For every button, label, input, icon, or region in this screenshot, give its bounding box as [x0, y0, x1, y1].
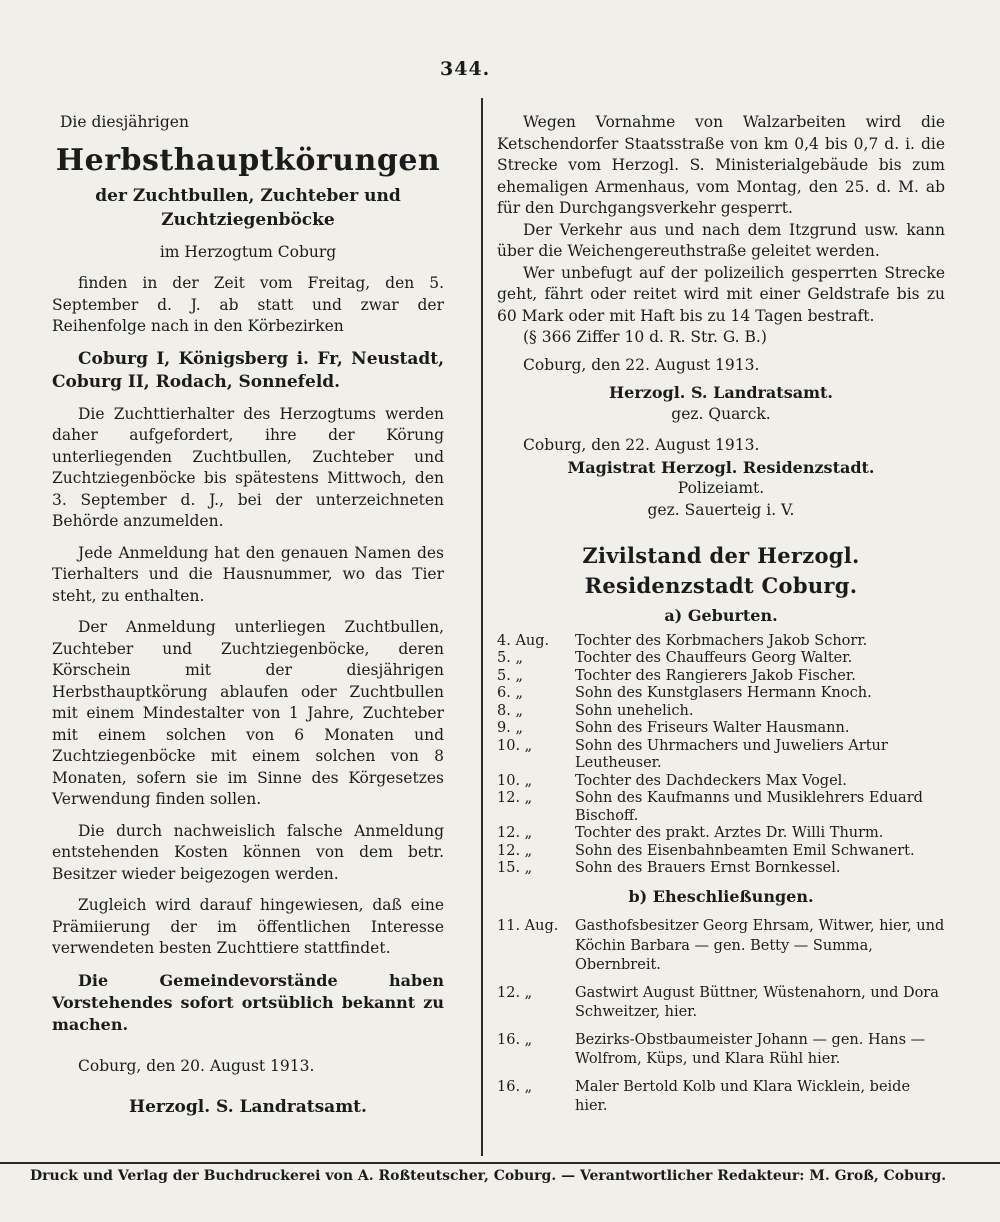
entry-text: Sohn des Friseurs Walter Hausmann.: [575, 720, 850, 736]
register-entry: [497, 650, 945, 668]
footer-rule: [0, 1162, 1000, 1164]
entry-text: Tochter des Korbmachers Jakob Schorr.: [575, 632, 868, 649]
entry-text: Bezirks-Obstbaumeister Johann — gen. Hans — Wolfrom, Küps, und Klara Rühl hier.: [575, 1031, 926, 1067]
entry-text: Gasthofsbesitzer Georg Ehrsam, Witwer, hier, und Köchin Barbara — gen. Betty — Summa, Obernbreit.: [575, 918, 945, 973]
marriages-list: [497, 917, 945, 1117]
road-notice-signature: Magistrat Herzogl. Residenzstadt.: [567, 457, 875, 477]
register-entry: [497, 825, 945, 843]
register-entry: [497, 773, 945, 791]
notice-headline: Herbsthauptkörungen: [55, 142, 441, 178]
entry-date: 16. „: [497, 1078, 533, 1095]
register-entry: [497, 633, 945, 651]
road-notice-signatory: gez. Sauerteig i. V.: [647, 500, 795, 519]
register-entry: [497, 703, 945, 721]
road-notice-paragraph: Wer unbefugt auf der polizeilich gesperrten Strecke geht, fährt oder reitet wird mit einer Geldstrafe bis zu 60 Mark oder mit Haft bis zu 14 Tagen bestraft.: [497, 263, 945, 325]
column-divider: [481, 98, 483, 1156]
notice-paragraph: Zugleich wird darauf hingewiesen, daß eine Prämiierung der im öffentlichen Interesse verwendeten besten Zuchttiere stattfindet.: [52, 896, 444, 957]
entry-date: 10. „: [497, 772, 533, 789]
register-entry: [497, 917, 945, 976]
entry-date: 16. „: [497, 1031, 533, 1048]
entry-text: Tochter des Dachdeckers Max Vogel.: [575, 772, 847, 789]
notice-paragraph: Die Zuchttierhalter des Herzogtums werden daher aufgefordert, ihre der Körung unterliegenden Zuchtbullen, Zuchteber und Zuchtziegenböcke bis spätestens Mittwoch, den 3. September d. J., bei der unterzeichneten Behörde anzumelden.: [52, 404, 444, 530]
entry-date: 9. „: [497, 720, 523, 736]
road-notice-date: Coburg, den 22. August 1913.: [523, 355, 760, 374]
notice-paragraph: Jede Anmeldung hat den genauen Namen des Tierhalters und die Hausnummer, wo das Tier steht, zu enthalten.: [52, 543, 444, 605]
register-entry: [497, 1031, 945, 1070]
register-entry: [497, 860, 945, 878]
marriages-heading: b) Eheschließungen.: [628, 886, 814, 906]
entry-text: Tochter des prakt. Arztes Dr. Willi Thurm.: [575, 825, 884, 841]
entry-date: 12. „: [497, 825, 533, 841]
entry-date: 5. „: [497, 667, 523, 684]
road-notice-legal-ref: (§ 366 Ziffer 10 d. R. Str. G. B.): [523, 328, 767, 346]
road-notice-date: Coburg, den 22. August 1913.: [523, 436, 760, 454]
road-notice-paragraph: Der Verkehr aus und nach dem Itzgrund usw. kann über die Weichengereuthstraße geleitet werden.: [497, 220, 945, 260]
notice-paragraph-bold: Die Gemeindevorstände haben Vorstehendes sofort ortsüblich bekannt zu machen.: [52, 970, 444, 1034]
road-notice-office: Polizeiamt.: [677, 479, 765, 497]
notice-paragraph: Der Anmeldung unterliegen Zuchtbullen, Zuchteber und Zuchtziegenböcke, deren Körschein mit der diesjährigen Herbsthauptkörung ablaufen oder Zuchtbullen mit einem Mindestalter von 1 Jahre, Zuchteber mit einem solchen von 6 Monaten und Zuchtziegenböcke mit einem solchen von 8 Monaten, sofern sie im Sinne des Körgesetzes Verwendung finden sollen.: [52, 618, 444, 808]
register-entry: [497, 668, 945, 686]
entry-text: Tochter des Chauffeurs Georg Walter.: [575, 650, 853, 666]
entry-text: Maler Bertold Kolb und Klara Wicklein, beide hier.: [575, 1078, 911, 1114]
notice-paragraph: Die durch nachweislich falsche Anmeldung entstehenden Kosten können von dem betr. Besitzer wieder beigezogen werden.: [52, 821, 444, 883]
births-heading: a) Geburten.: [664, 606, 778, 625]
entry-date: 12. „: [497, 790, 533, 806]
entry-date: 11. Aug.: [497, 918, 559, 934]
notice-paragraph: finden in der Zeit vom Freitag, den 5. September d. J. ab statt und zwar der Reihenfolge nach in den Körbezirken: [52, 274, 444, 335]
register-entry: [497, 738, 945, 773]
entry-text: Sohn des Uhrmachers und Juweliers Artur Leutheuser.: [575, 737, 888, 771]
births-list: [497, 633, 945, 878]
civil-register-title: Zivilstand der Herzogl. Residenzstadt Coburg.: [582, 543, 860, 598]
entry-date: 8. „: [497, 702, 523, 719]
register-entry: [497, 984, 945, 1023]
page-number: 344.: [440, 58, 491, 80]
entry-date: 10. „: [497, 737, 533, 754]
road-notice-signatory: gez. Quarck.: [671, 404, 771, 423]
road-notice-signature: Herzogl. S. Landratsamt.: [609, 383, 833, 402]
notice-region: im Herzogtum Coburg: [159, 242, 337, 261]
entry-text: Sohn des Brauers Ernst Bornkessel.: [575, 860, 841, 876]
right-column: [497, 112, 945, 1125]
register-entry: [497, 685, 945, 703]
entry-date: 6. „: [497, 685, 523, 701]
register-entry: [497, 1078, 945, 1117]
register-entry: [497, 790, 945, 825]
entry-date: 12. „: [497, 842, 533, 859]
entry-date: 4. Aug.: [497, 632, 550, 649]
entry-text: Tochter des Rangierers Jakob Fischer.: [575, 667, 856, 684]
entry-text: Sohn des Eisenbahnbeamten Emil Schwanert.: [575, 842, 915, 859]
entry-text: Sohn unehelich.: [575, 702, 694, 719]
entry-text: Sohn des Kunstglasers Hermann Knoch.: [575, 685, 872, 701]
notice-signature: Herzogl. S. Landratsamt.: [129, 1097, 367, 1117]
register-entry: [497, 843, 945, 861]
entry-date: 15. „: [497, 860, 533, 876]
notice-date: Coburg, den 20. August 1913.: [78, 1056, 315, 1075]
notice-intro: Die diesjährigen: [60, 113, 189, 131]
register-entry: [497, 720, 945, 738]
entry-text: Gastwirt August Büttner, Wüstenahorn, und Dora Schweitzer, hier.: [575, 984, 939, 1020]
notice-places: Coburg I, Königsberg i. Fr, Neustadt, Coburg II, Rodach, Sonnefeld.: [52, 348, 444, 392]
entry-date: 5. „: [497, 650, 523, 666]
road-notice-paragraph: Wegen Vornahme von Walzarbeiten wird die Ketschendorfer Staatsstraße von km 0,4 bis 0,7 d. i. die Strecke vom Herzogl. S. Ministerialgebäude bis zum ehemaligen Armenhaus, vom Montag, den 25. d. M. ab für den Durchgangsverkehr gesperrt.: [497, 113, 945, 217]
left-column: [52, 112, 444, 1119]
entry-date: 12. „: [497, 984, 533, 1001]
footer-imprint: Druck und Verlag der Buchdruckerei von A. Roßteutscher, Coburg. — Verantwortlicher Redakteur: M. Groß, Coburg.: [30, 1168, 947, 1184]
notice-subheadline: der Zuchtbullen, Zuchteber und Zuchtziegenböcke: [95, 185, 401, 230]
entry-text: Sohn des Kaufmanns und Musiklehrers Eduard Bischoff.: [575, 790, 923, 824]
